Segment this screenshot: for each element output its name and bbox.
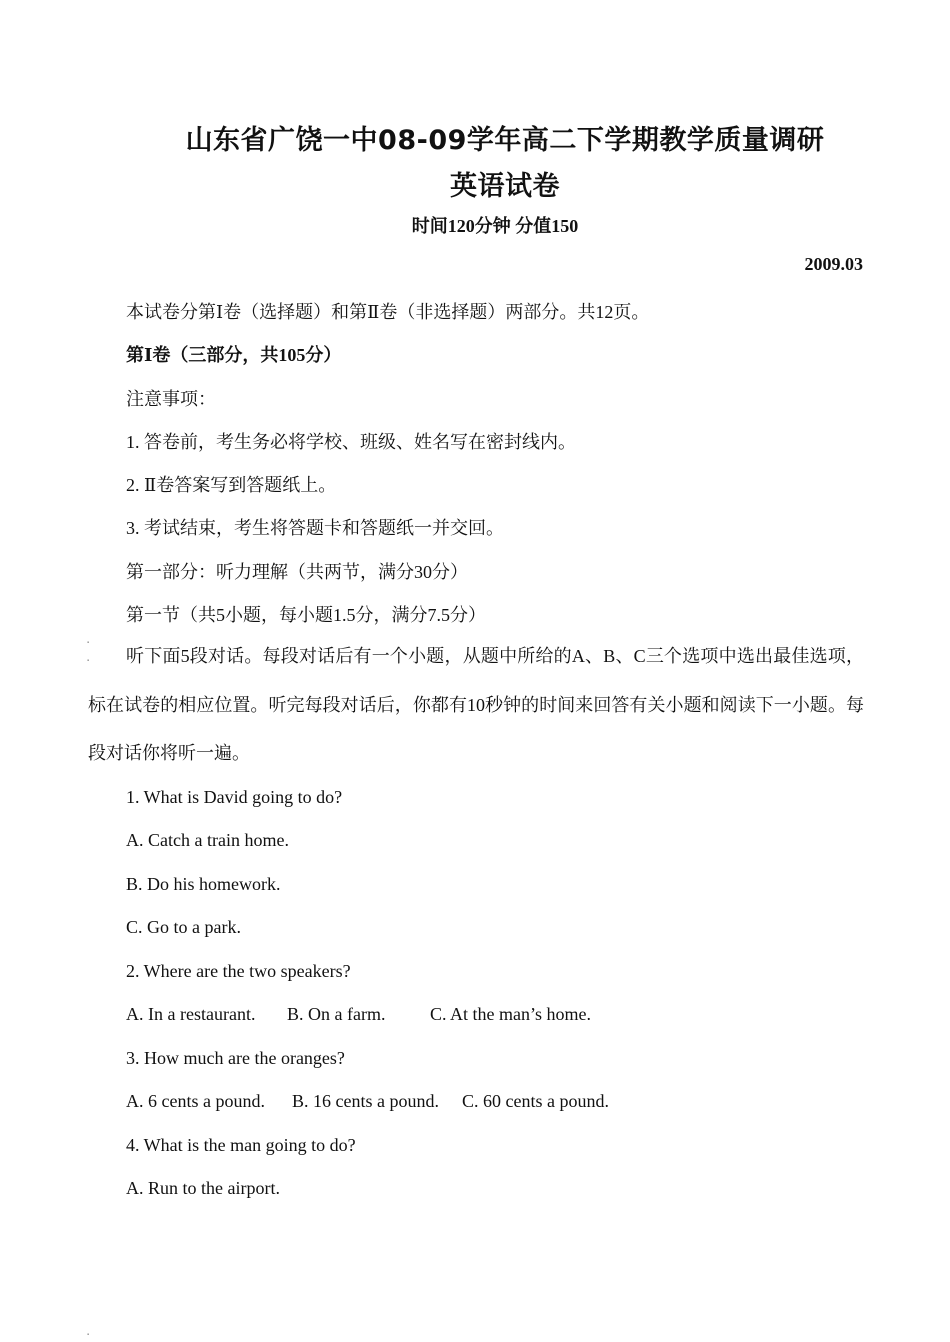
section1-heading: 第一节（共5小题，每小题1.5分，满分7.5分） [126,605,486,625]
q4-option-a: A. Run to the airport. [126,1178,280,1198]
q3-option-a: A. 6 cents a pound. [126,1091,265,1111]
q3-option-b: B. 16 cents a pound. [292,1091,439,1111]
q2-option-c: C. At the man’s home. [430,1004,591,1024]
margin-mark: ▪ [87,658,90,664]
q1-option-a: A. Catch a train home. [126,830,289,850]
q3-options [126,1091,609,1112]
paper-structure: 本试卷分第Ⅰ卷（选择题）和第Ⅱ卷（非选择题）两部分。共12页。 [126,302,650,322]
volume1-heading: 第Ⅰ卷（三部分，共105分） [126,345,342,365]
margin-mark: ▪ [87,1332,90,1338]
exam-date: 2009.03 [804,254,863,274]
q2-option-b: B. On a farm. [287,1004,386,1024]
exam-title: 山东省广饶一中08-09学年高二下学期教学质量调研 [185,125,825,156]
q2-options [126,1004,591,1025]
q1-option-c: C. Go to a park. [126,917,241,937]
time-and-score: 时间120分钟 分值150 [411,216,579,236]
q2-option-a: A. In a restaurant. [126,1004,256,1024]
notice-item-2: 2. Ⅱ卷答案写到答题纸上。 [126,475,337,495]
question-1: 1. What is David going to do? [126,787,343,807]
question-2: 2. Where are the two speakers? [126,961,351,981]
notice-item-3: 3. 考试结束，考生将答题卡和答题纸一并交回。 [126,518,504,538]
notice-item-1: 1. 答卷前，考生务必将学校、班级、姓名写在密封线内。 [126,432,576,452]
exam-subject: 英语试卷 [450,171,560,202]
question-4: 4. What is the man going to do? [126,1135,356,1155]
q1-option-b: B. Do his homework. [126,874,281,894]
listening-instructions: 听下面5段对话。每段对话后有一个小题，从题中所给的A、B、C三个选项中选出最佳选项，标在试卷的相应位置。听完每段对话后，你都有10秒钟的时间来回答有关小题和阅读下一小题。每段对话你将听一遍。 [88,646,864,763]
margin-mark: ▪ [87,640,90,646]
q3-option-c: C. 60 cents a pound. [462,1091,609,1111]
question-3: 3. How much are the oranges? [126,1048,345,1068]
part1-heading: 第一部分：听力理解（共两节，满分30分） [126,562,468,582]
notice-title: 注意事项： [126,389,216,409]
